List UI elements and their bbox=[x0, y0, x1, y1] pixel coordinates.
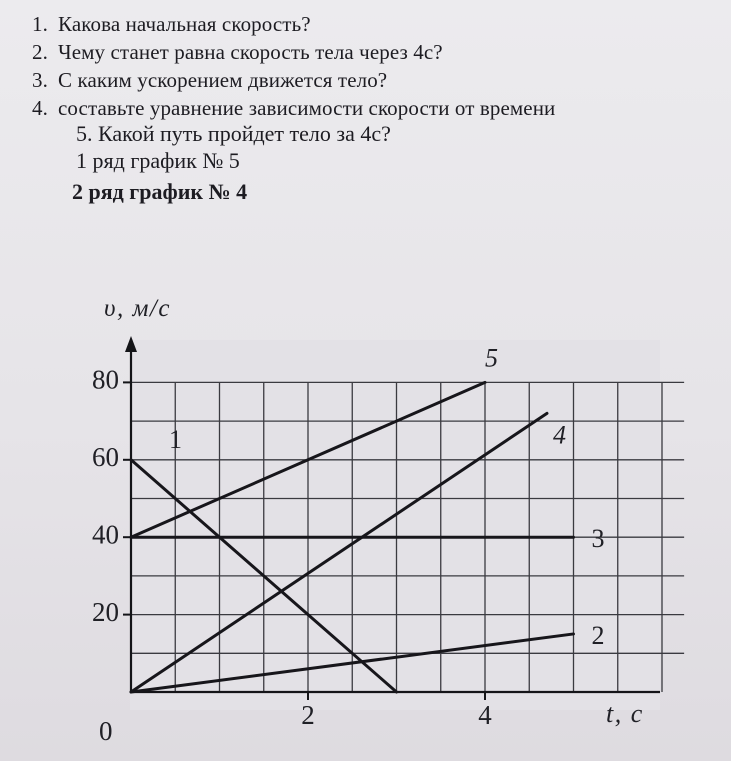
y-tick-label: 40 bbox=[92, 519, 119, 550]
series-label-4: 4 bbox=[552, 420, 566, 450]
chart-background bbox=[130, 340, 660, 710]
question-text: С каким ускорением движется тело? bbox=[58, 68, 388, 92]
x-tick-label: 2 bbox=[301, 700, 315, 730]
question-text: Какова начальная скорость? bbox=[58, 12, 311, 36]
y-tick-label: 60 bbox=[92, 442, 119, 473]
y-tick-label: 20 bbox=[92, 596, 119, 627]
question-text: Чему станет равна скорость тела через 4с? bbox=[58, 40, 443, 64]
question-number: 3. bbox=[32, 68, 48, 92]
row-1-assignment: 1 ряд график № 5 bbox=[76, 148, 240, 173]
x-tick-label: 4 bbox=[478, 700, 492, 730]
series-label-2: 2 bbox=[591, 620, 605, 650]
question-number: 1. bbox=[32, 12, 48, 36]
question-number: 2. bbox=[32, 40, 48, 64]
origin-label: 0 bbox=[99, 716, 113, 746]
question-5: 5. Какой путь пройдет тело за 4с? bbox=[76, 121, 391, 146]
y-axis-title: υ, м/с bbox=[104, 295, 171, 322]
question-text: составьте уравнение зависимости скорости от времени bbox=[58, 96, 556, 120]
y-tick-label: 80 bbox=[92, 364, 119, 395]
question-number: 4. bbox=[32, 96, 48, 120]
series-label-1: 1 bbox=[169, 424, 182, 454]
x-axis-title: t, с bbox=[606, 699, 644, 728]
row-2-assignment: 2 ряд график № 4 bbox=[72, 179, 248, 204]
series-label-5: 5 bbox=[485, 343, 498, 373]
series-label-3: 3 bbox=[591, 524, 605, 554]
